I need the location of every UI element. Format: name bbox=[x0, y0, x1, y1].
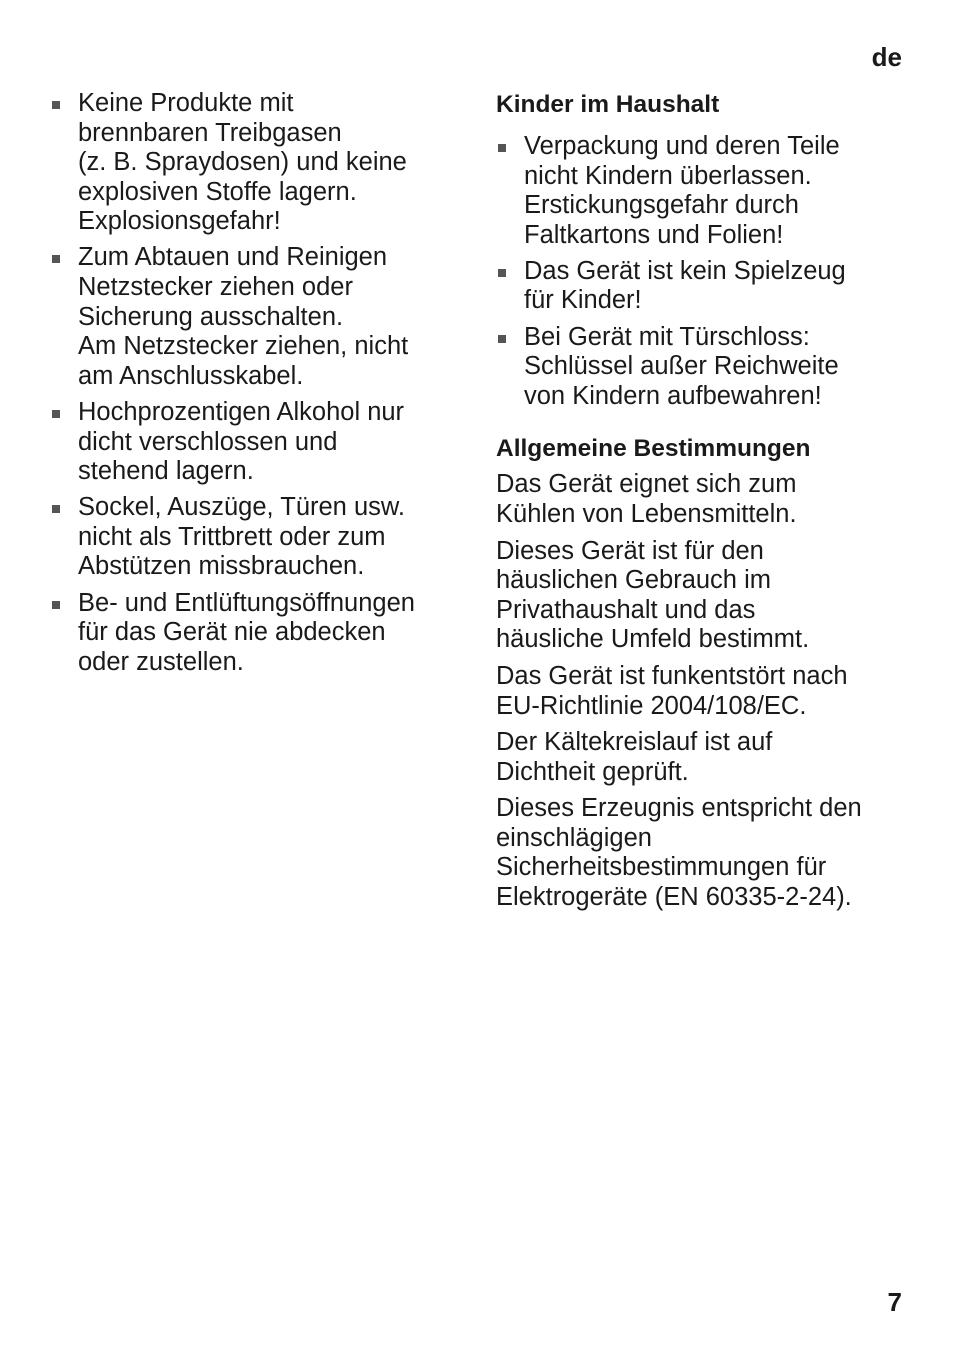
list-item-text: Zum Abtauen und Reinigen Netzstecker ziehen oder Sicherung ausschalten. Am Netzstecker ziehen, nicht am Anschlusskabel. bbox=[78, 243, 409, 390]
square-bullet-icon bbox=[52, 410, 60, 418]
general-paragraph: Der Kältekreislauf ist auf Dichtheit geprüft. bbox=[496, 728, 773, 786]
right-column bbox=[496, 89, 911, 920]
general-paragraph: Dieses Erzeugnis entspricht den einschlägigen Sicherheitsbestimmungen für Elektrogeräte (EN 60335-2-24). bbox=[496, 794, 862, 912]
list-item bbox=[496, 132, 911, 250]
list-item bbox=[50, 493, 460, 582]
list-item bbox=[496, 323, 911, 412]
list-item-text: Bei Gerät mit Türschloss: Schlüssel außer Reichweite von Kindern aufbewahren! bbox=[524, 322, 839, 410]
page-number: 7 bbox=[887, 1287, 902, 1317]
square-bullet-icon bbox=[52, 101, 60, 109]
left-column bbox=[50, 89, 460, 684]
square-bullet-icon bbox=[498, 335, 506, 343]
children-section-heading: Kinder im Haushalt bbox=[496, 91, 720, 118]
list-item-text: Be- und Entlüftungsöffnungen für das Gerät nie abdecken oder zustellen. bbox=[78, 588, 415, 676]
square-bullet-icon bbox=[52, 255, 60, 263]
children-bullet-list bbox=[496, 132, 911, 411]
general-section-heading: Allgemeine Bestimmungen bbox=[496, 435, 811, 463]
list-item bbox=[50, 243, 460, 391]
list-item-text: Sockel, Auszüge, Türen usw. nicht als Trittbrett oder zum Abstützen missbrauchen. bbox=[78, 493, 405, 581]
square-bullet-icon bbox=[52, 505, 60, 513]
list-item bbox=[496, 257, 911, 316]
list-item bbox=[50, 398, 460, 487]
list-item-text: Verpackung und deren Teile nicht Kindern überlassen. Erstickungsgefahr durch Faltkartons und Folien! bbox=[524, 132, 840, 249]
list-item-text: Hochprozentigen Alkohol nur dicht verschlossen und stehend lagern. bbox=[78, 397, 405, 486]
square-bullet-icon bbox=[52, 601, 60, 609]
list-item-text: Das Gerät ist kein Spielzeug für Kinder! bbox=[524, 256, 846, 315]
general-paragraph: Dieses Gerät ist für den häuslichen Gebrauch im Privathaushalt und das häusliche Umfeld bestimmt. bbox=[496, 536, 810, 654]
safety-bullet-list bbox=[50, 89, 460, 677]
general-paragraph: Das Gerät ist funkentstört nach EU-Richtlinie 2004/108/EC. bbox=[496, 661, 848, 720]
square-bullet-icon bbox=[498, 269, 506, 277]
list-item bbox=[50, 589, 460, 678]
list-item bbox=[50, 89, 460, 237]
general-paragraph: Das Gerät eignet sich zum Kühlen von Lebensmitteln. bbox=[496, 470, 797, 528]
list-item-text: Keine Produkte mit brennbaren Treibgasen (z. B. Spraydosen) und keine explosiven Stoffe lagern. Explosionsgefahr! bbox=[78, 89, 407, 236]
square-bullet-icon bbox=[498, 144, 506, 152]
language-label: de bbox=[871, 42, 902, 72]
